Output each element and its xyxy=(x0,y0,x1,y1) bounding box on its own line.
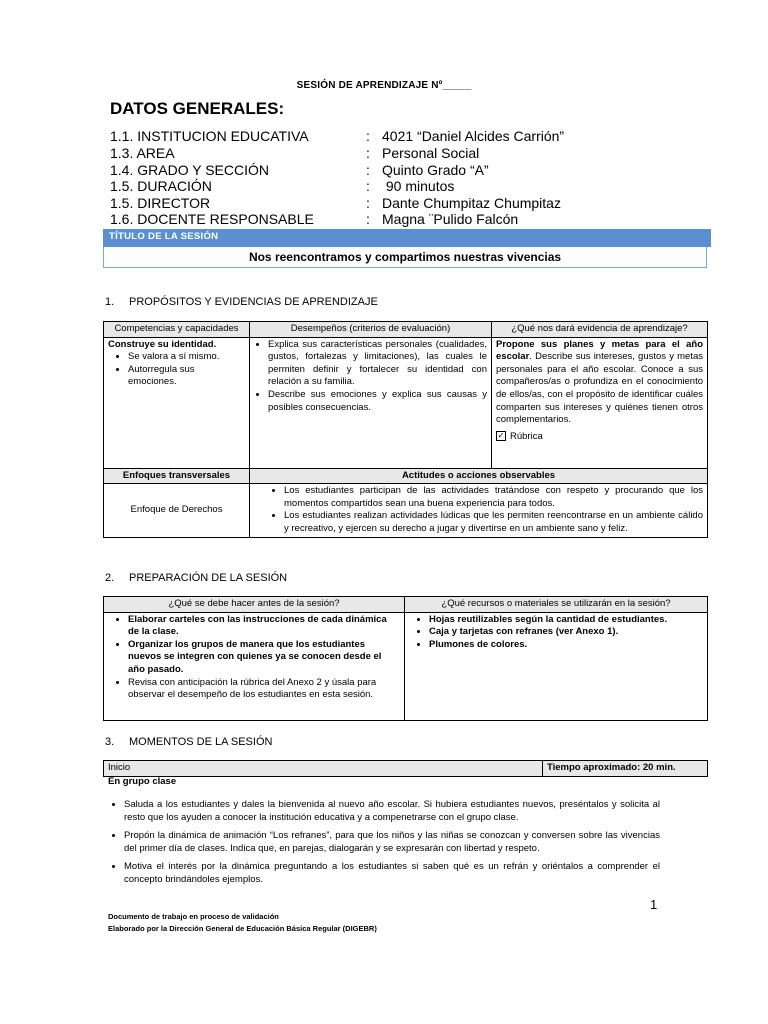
table-header: Competencias y capacidades xyxy=(104,322,250,338)
checkbox-checked-icon: ✓ xyxy=(497,431,505,441)
list-item: • Los estudiantes participan de las actividades tratándose con respeto y procurando que los momentos compartidos sean una buena experiencia para todos. xyxy=(284,485,703,510)
desempenos-cell xyxy=(250,337,492,468)
table-header: Actitudes o acciones observables xyxy=(250,468,708,484)
datos-value: Quinto Grado “A” xyxy=(382,162,489,178)
datos-value: Dante Chumpitaz Chumpitaz xyxy=(382,195,561,211)
section-title: MOMENTOS DE LA SESIÓN xyxy=(129,736,273,748)
datos-row xyxy=(110,128,564,145)
recursos-cell xyxy=(405,612,708,720)
momentos-list xyxy=(108,798,660,890)
rubrica-line xyxy=(496,431,703,444)
enfoque-cell: Enfoque de Derechos xyxy=(104,484,250,537)
list-item: • Revisa con anticipación la rúbrica del Anexo 2 y úsala para observar el desempeño de los estudiantes en esta sesión. xyxy=(128,677,400,702)
table-header: Enfoques transversales xyxy=(104,468,250,484)
datos-label: 1.4. GRADO Y SECCIÓN xyxy=(110,162,269,178)
datos-value: Personal Social xyxy=(382,145,480,161)
list-item: • Organizar los grupos de manera que los estudiantes nuevos se integren con quienes ya se conocen desde el año pasado. xyxy=(128,639,400,677)
datos-colon: : xyxy=(366,145,370,161)
section-3-heading xyxy=(105,736,272,748)
competencias-cell xyxy=(104,337,250,468)
datos-colon: : xyxy=(366,195,370,211)
propositos-table xyxy=(103,321,708,538)
datos-row xyxy=(110,195,561,212)
actitudes-cell xyxy=(250,484,708,537)
grupo-clase-label: En grupo clase xyxy=(108,776,177,787)
session-title-value: Nos reencontramos y compartimos nuestras vivencias xyxy=(103,247,707,268)
section-title: PROPÓSITOS Y EVIDENCIAS DE APRENDIZAJE xyxy=(129,296,378,308)
section-1-heading xyxy=(105,296,378,308)
session-title-label: TÍTULO DE LA SESIÓN xyxy=(103,229,711,247)
evidencia-bold: Propone sus planes y metas para el año escolar xyxy=(496,338,703,363)
list-item: • Los estudiantes realizan actividades lúdicas que les permiten reencontrarse en un ambiente cálido y recreativo, y ejercen su derecho a jugar y divertirse en un ambiente sano y feliz. xyxy=(284,510,703,535)
list-item: • Hojas reutilizables según la cantidad de estudiantes. xyxy=(429,614,703,627)
table-header: ¿Qué recursos o materiales se utilizarán en la sesión? xyxy=(405,597,708,613)
datos-colon: : xyxy=(366,178,370,194)
datos-row xyxy=(110,211,518,228)
evidencia-text: . Describe sus intereses, gustos y metas personales para el año escolar. Conoce a sus compañeros/as o profundiza en el conocimiento de ellos/as, con el propósito de identificar cuáles comparten sus intereses y quiénes tienen otros complementarios. xyxy=(496,351,703,426)
list-item: • Caja y tarjetas con refranes (ver Anexo 1). xyxy=(429,626,703,639)
section-2-heading xyxy=(105,572,287,584)
footer-line: Documento de trabajo en proceso de validación xyxy=(108,912,279,921)
list-item: • Saluda a los estudiantes y dales la bienvenida al nuevo año escolar. Si hubiera estudiantes nuevos, preséntalos y solicita al resto que los ayuden a conocer la institución educativa y a compenetrarse con el grupo clase. xyxy=(124,798,660,825)
datos-label: 1.5. DIRECTOR xyxy=(110,195,211,211)
competencia-name: Construye su identidad. xyxy=(108,338,217,350)
section-title: PREPARACIÓN DE LA SESIÓN xyxy=(129,572,288,584)
datos-row xyxy=(110,162,489,179)
list-item: • Propón la dinámica de animación “Los refranes”, para que los niños y las niñas se conozcan y conversen sobre las vivencias del primer día de clases. Indica que, en parejas, dialogarán y se expresarán con libertad y respeto. xyxy=(124,829,660,856)
table-header: ¿Qué se debe hacer antes de la sesión? xyxy=(104,597,405,613)
list-item: • Elaborar carteles con las instrucciones de cada dinámica de la clase. xyxy=(128,614,400,639)
datos-colon: : xyxy=(366,211,370,227)
section-number: 3. xyxy=(105,736,115,748)
datos-row xyxy=(110,178,454,195)
datos-row xyxy=(110,145,479,162)
datos-label: 1.1. INSTITUCION EDUCATIVA xyxy=(110,128,309,144)
datos-label: 1.3. AREA xyxy=(110,145,175,161)
list-item: • Explica sus características personales (cualidades, gustos, fortalezas y limitaciones), las cuales le permiten definir y fortalecer su identidad con relación a su familia. xyxy=(268,339,487,389)
datos-value: Magna ¨Pulido Falcón xyxy=(382,211,519,227)
table-header: ¿Qué nos dará evidencia de aprendizaje? xyxy=(492,322,708,338)
footer-line: Elaborado por la Dirección General de Educación Básica Regular (DIGEBR) xyxy=(108,924,377,933)
datos-label: 1.5. DURACIÓN xyxy=(110,178,212,194)
tiempo-label: Tiempo aproximado: 20 min. xyxy=(543,761,708,777)
rubrica-label: Rúbrica xyxy=(510,430,543,442)
list-item: • Describe sus emociones y explica sus causas y posibles consecuencias. xyxy=(268,389,487,414)
list-item: • Motiva el interés por la dinámica preguntando a los estudiantes si saben qué es un refrán y oriéntalos a comprender el concepto brindándoles ejemplos. xyxy=(124,860,660,887)
preparacion-table xyxy=(103,596,708,721)
datos-value: 90 minutos xyxy=(382,178,455,194)
table-header: Desempeños (criterios de evaluación) xyxy=(250,322,492,338)
datos-label: 1.6. DOCENTE RESPONSABLE xyxy=(110,211,314,227)
section-number: 1. xyxy=(105,296,115,308)
datos-generales-heading: DATOS GENERALES: xyxy=(110,99,285,118)
evidencia-cell xyxy=(492,337,708,468)
datos-colon: : xyxy=(366,162,370,178)
list-item: • Plumones de colores. xyxy=(429,639,703,652)
momentos-table xyxy=(103,760,708,777)
datos-colon: : xyxy=(366,128,370,144)
antes-cell xyxy=(104,612,405,720)
list-item: • Se valora a sí mismo. xyxy=(128,351,245,364)
section-number: 2. xyxy=(105,572,115,584)
datos-value: 4021 “Daniel Alcides Carrión” xyxy=(382,128,565,144)
list-item: • Autorregula sus emociones. xyxy=(128,364,245,389)
document-title: SESIÓN DE APRENDIZAJE Nº_____ xyxy=(296,80,472,91)
page-number: 1 xyxy=(650,897,658,912)
inicio-label: Inicio xyxy=(104,761,543,777)
